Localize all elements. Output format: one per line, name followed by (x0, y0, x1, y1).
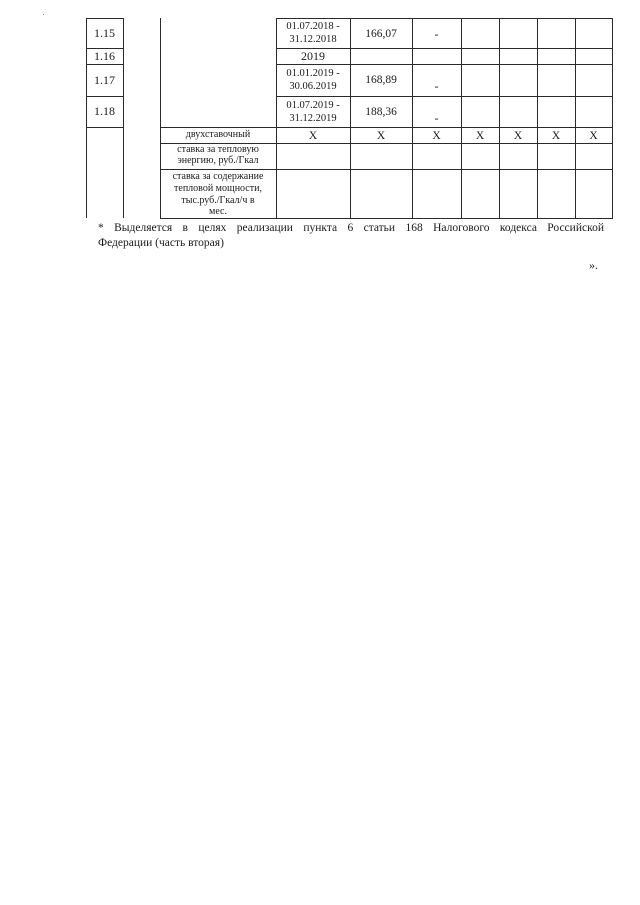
row-number: 1.16 (94, 49, 115, 63)
x-mark: X (475, 130, 485, 142)
row-number: 1.18 (94, 104, 115, 118)
row-line (276, 96, 613, 97)
row-number: 1.15 (94, 26, 115, 40)
x-mark: X (308, 130, 318, 142)
period-start: 01.01.2019 - (286, 68, 340, 79)
x-mark: X (513, 130, 523, 142)
capacity-rate-label-3: тыс.руб./Гкал/ч в (181, 195, 255, 206)
col-line (537, 18, 538, 218)
energy-rate-label-1: ставка за тепловую (177, 144, 259, 155)
tariff-value: 166,07 (365, 28, 397, 40)
col-line (123, 18, 124, 218)
col-line (350, 18, 351, 64)
footnote (98, 221, 604, 251)
row-line (86, 18, 123, 19)
tariff-table (0, 0, 640, 240)
row-line (160, 127, 613, 128)
capacity-rate-label-2: тепловой мощности, (174, 183, 262, 194)
col-line (612, 18, 613, 218)
col-line (575, 18, 576, 218)
closing-quote: ». (589, 258, 598, 272)
row-line (86, 96, 123, 97)
period-start: 01.07.2018 - (286, 21, 340, 32)
row-line (86, 127, 123, 128)
x-mark: X (589, 130, 598, 142)
row-line (86, 64, 123, 65)
vat-dash: - (434, 111, 439, 125)
two-part-label: двухставочный (185, 129, 251, 140)
row-line (160, 218, 613, 219)
row-line (276, 64, 613, 65)
col-line (499, 18, 500, 218)
vat-dash: - (434, 79, 439, 93)
col-line (461, 18, 462, 218)
x-mark: X (432, 130, 441, 142)
footnote-line-1: * Выделяется в целях реализации пункта 6 статьи 168 Налогового кодекса Российской (98, 222, 604, 234)
capacity-rate-label-1: ставка за содержание (172, 171, 264, 182)
footnote-line-2: Федерации (часть вторая) (98, 237, 224, 249)
capacity-rate-label-4: мес. (209, 206, 227, 217)
x-mark: X (551, 130, 561, 142)
year-label: 2019 (301, 49, 325, 63)
row-line (160, 169, 613, 170)
tariff-value: 188,36 (365, 106, 397, 118)
x-mark: X (376, 130, 386, 142)
period-end: 30.06.2019 (289, 81, 337, 92)
tariff-value: 168,89 (365, 74, 397, 86)
energy-rate-label-2: энергию, руб./Гкал (177, 155, 259, 166)
period-end: 31.12.2018 (289, 34, 337, 45)
period-end: 31.12.2019 (289, 113, 337, 124)
row-number: 1.17 (94, 73, 115, 87)
row-line (276, 18, 613, 19)
vat-dash: - (434, 27, 439, 41)
row-line (276, 48, 613, 49)
period-start: 01.07.2019 - (286, 100, 340, 111)
col-line (86, 18, 87, 218)
